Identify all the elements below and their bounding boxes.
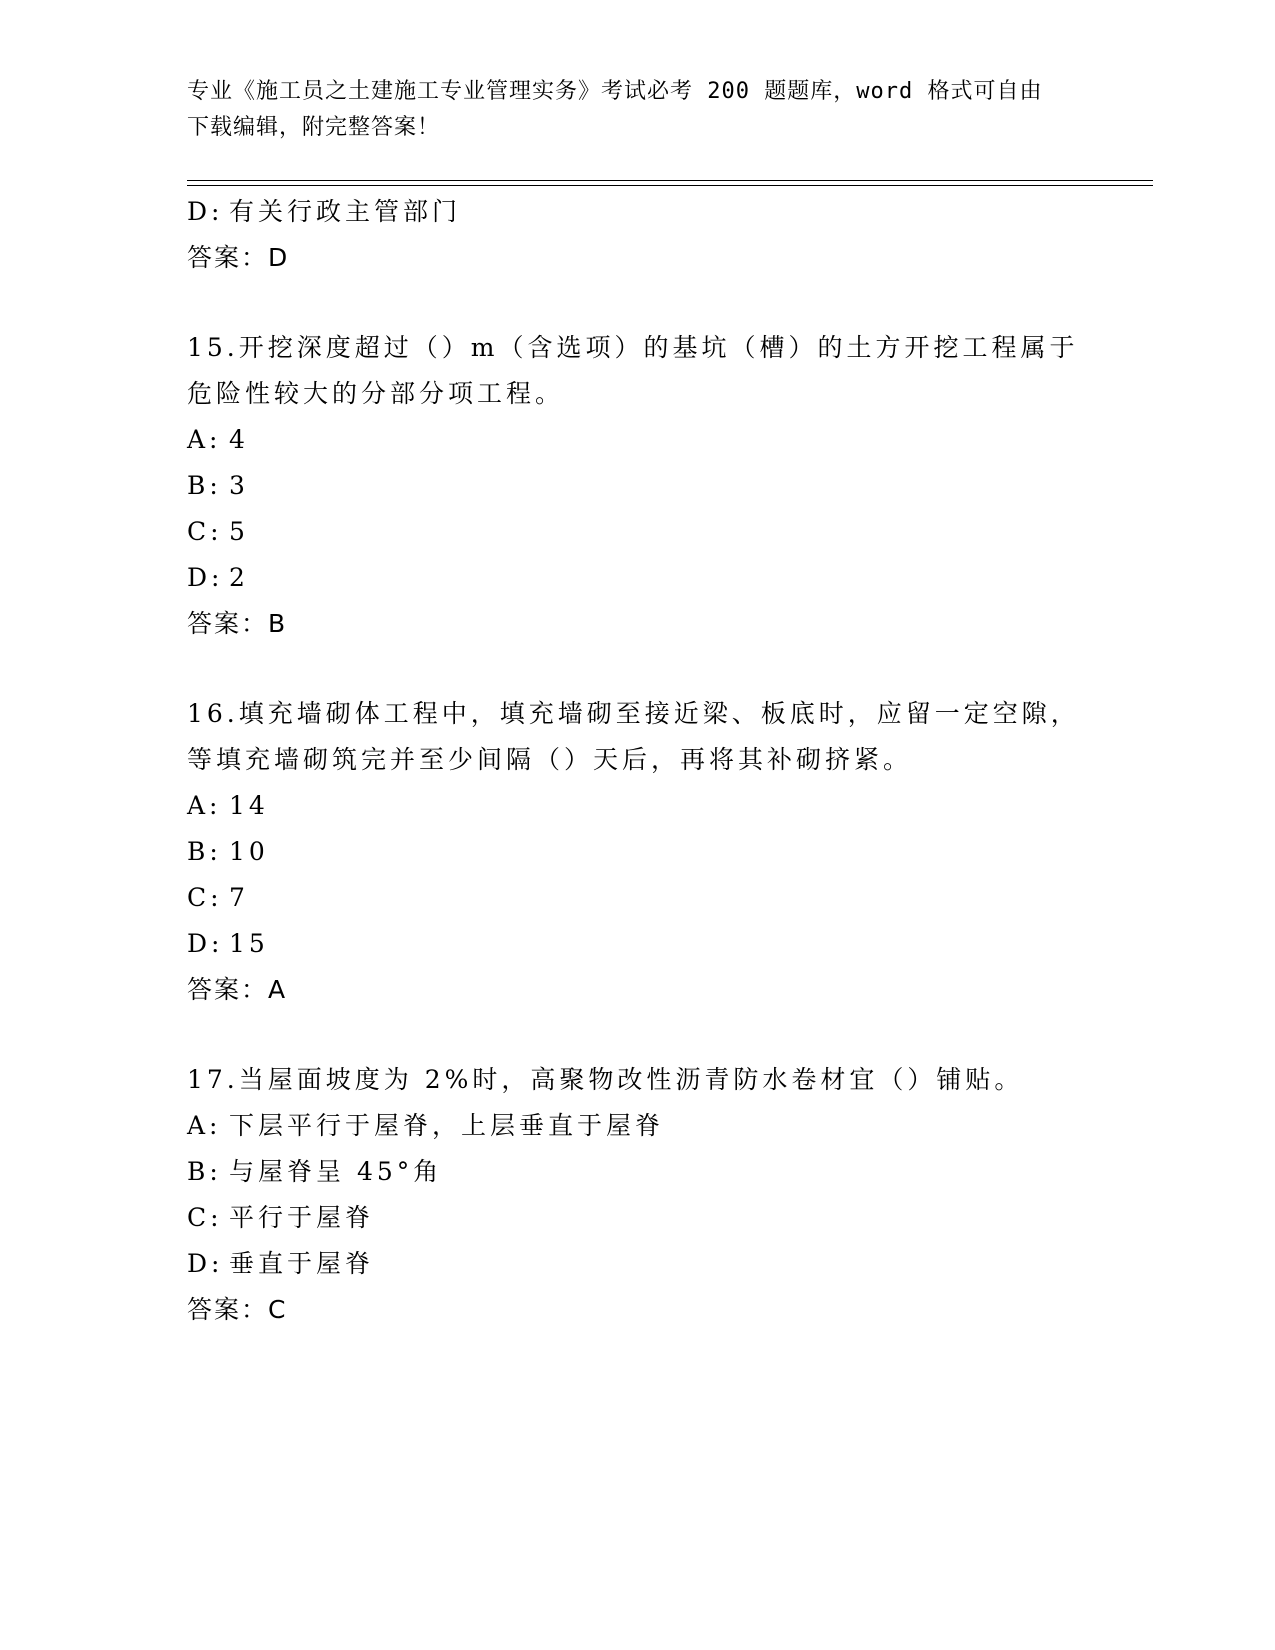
question-stem (187, 691, 1087, 783)
option-key: A: (187, 425, 222, 454)
option-key: B: (187, 837, 222, 866)
question-stem-line: 等填充墙砌筑完并至少间隔（）天后，再将其补砌挤紧。 (187, 745, 913, 774)
option-text: 10 (229, 837, 269, 866)
option-text: 垂直于屋脊 (229, 1249, 375, 1278)
option-text: 7 (229, 883, 249, 912)
answer-line: 答案：C (187, 1295, 288, 1324)
option-text: 4 (229, 425, 249, 454)
option-text: 下层平行于屋脊，上层垂直于屋脊 (229, 1111, 665, 1140)
option-key: B: (187, 471, 222, 500)
question-stem-line: 危险性较大的分部分项工程。 (187, 379, 565, 408)
option-row (187, 921, 1087, 967)
answer-line: 答案：D (187, 243, 290, 272)
option-row (187, 1103, 1087, 1149)
option-key: C: (187, 1203, 223, 1232)
option-key: D: (187, 197, 224, 226)
question-stem-line: 15.开挖深度超过（）m（含选项）的基坑（槽）的土方开挖工程属于 (187, 333, 1079, 362)
answer-line: 答案：B (187, 609, 288, 638)
option-text: 平行于屋脊 (229, 1203, 375, 1232)
option-row (187, 1195, 1087, 1241)
option-text: 2 (229, 563, 249, 592)
option-row (187, 1241, 1087, 1287)
option-key: D: (187, 929, 224, 958)
option-row (187, 555, 1087, 601)
option-row (187, 509, 1087, 555)
option-row (187, 783, 1087, 829)
answer-line: 答案：A (187, 975, 288, 1004)
header-divider-bottom (187, 185, 1153, 186)
header-divider-top (187, 180, 1153, 181)
option-text: 5 (229, 517, 249, 546)
option-text: 与屋脊呈 45°角 (229, 1157, 443, 1186)
option-key: A: (187, 1111, 222, 1140)
option-key: B: (187, 1157, 222, 1186)
option-text: 14 (229, 791, 269, 820)
option-row (187, 463, 1087, 509)
option-key: C: (187, 517, 223, 546)
option-row (187, 189, 1087, 235)
option-row (187, 1149, 1087, 1195)
question-stem (187, 1057, 1087, 1103)
option-key: D: (187, 563, 224, 592)
question-list (187, 189, 1087, 1333)
option-text: 15 (229, 929, 269, 958)
option-key: C: (187, 883, 223, 912)
header-line-2: 下载编辑，附完整答案！ (187, 115, 441, 140)
option-row (187, 829, 1087, 875)
question-stem (187, 325, 1087, 417)
option-key: D: (187, 1249, 224, 1278)
question-stem-line: 16.填充墙砌体工程中，填充墙砌至接近梁、板底时，应留一定空隙， (187, 699, 1080, 728)
option-text: 3 (229, 471, 249, 500)
option-key: A: (187, 791, 222, 820)
question-stem-line: 17.当屋面坡度为 2%时，高聚物改性沥青防水卷材宜（）铺贴。 (187, 1065, 1024, 1094)
header-line-1: 专业《施工员之土建施工专业管理实务》考试必考 200 题题库，word 格式可自由 (187, 79, 1043, 104)
option-text: 有关行政主管部门 (229, 197, 462, 226)
option-row (187, 417, 1087, 463)
option-row (187, 875, 1087, 921)
document-header (187, 74, 1087, 146)
